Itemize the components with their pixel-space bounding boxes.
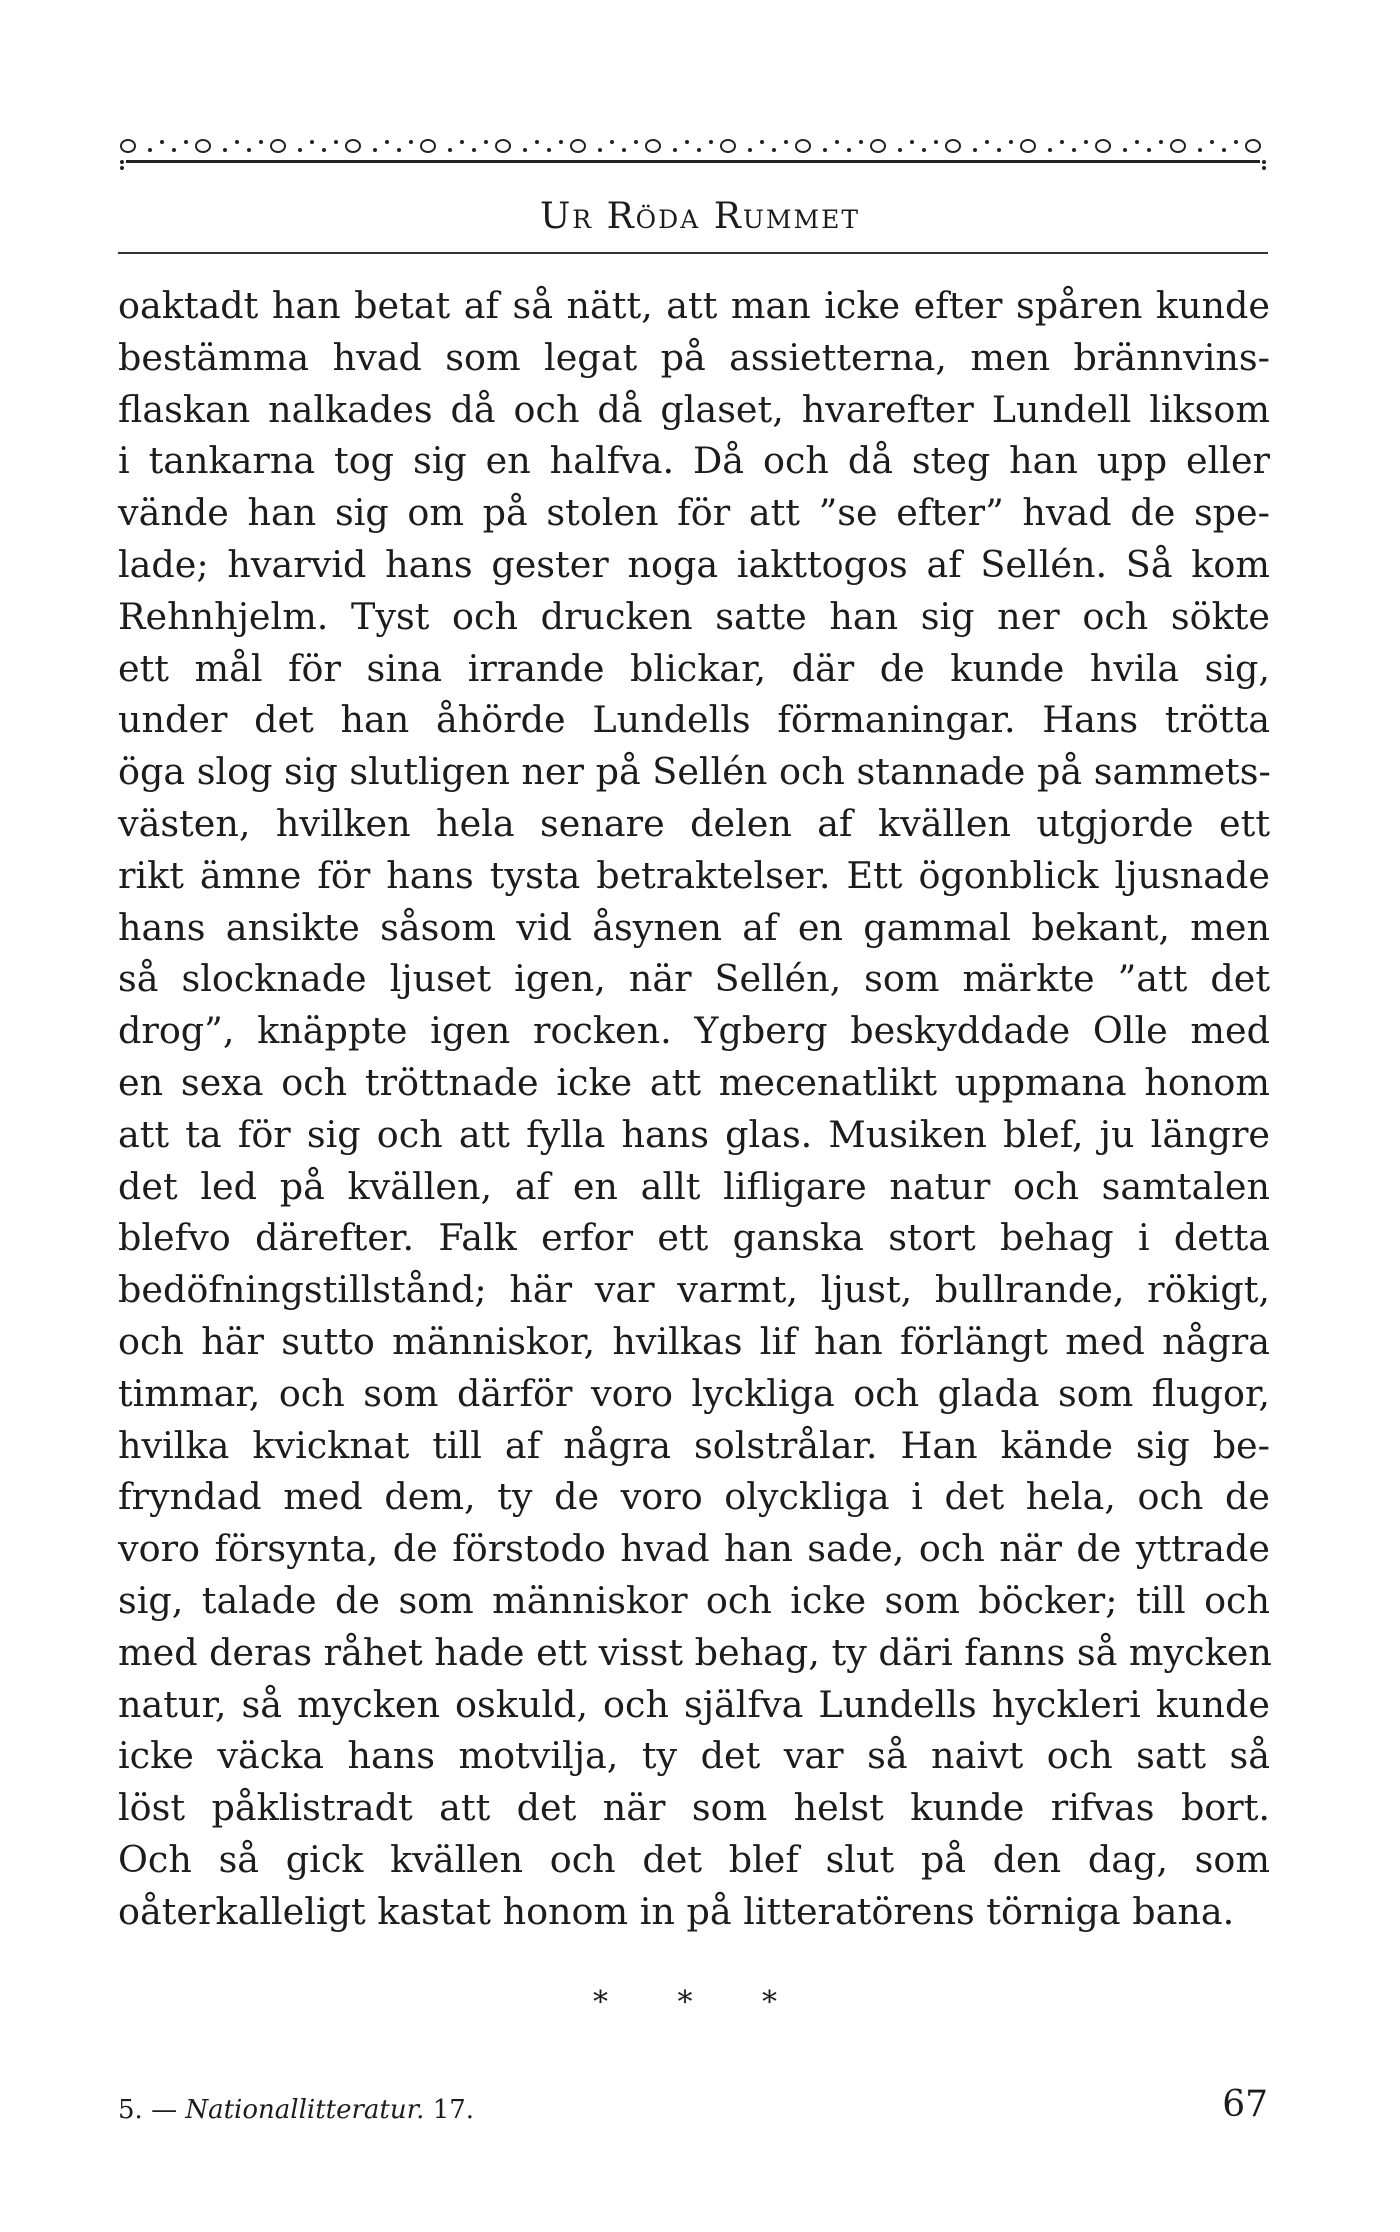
text-line: det led på kvällen, af en allt lifligare natur och samtalen	[118, 1164, 1270, 1208]
ornament-dot	[259, 140, 263, 144]
ornament-dot	[172, 148, 176, 152]
ornament-dot	[673, 148, 677, 152]
text-line: bedöfningstillstånd; här var varmt, ljust, bullrande, rökigt,	[118, 1268, 1270, 1312]
ornament-dot	[322, 148, 326, 152]
ornament-dot	[535, 140, 539, 144]
ornament-dot	[697, 148, 701, 152]
text-line: Rehnhjelm. Tyst och drucken satte han sig ner och sökte	[118, 594, 1270, 638]
ornament-dot	[598, 148, 602, 152]
ornament-dot	[448, 148, 452, 152]
ornament-dot	[748, 148, 752, 152]
ornament-dot	[685, 140, 689, 144]
ornament-dot	[1072, 148, 1076, 152]
ornament-dot	[160, 140, 164, 144]
text-line: fryndad med dem, ty de voro olyckliga i det hela, och de	[118, 1475, 1270, 1519]
ornament-dot	[934, 140, 938, 144]
ornament-ring	[1171, 140, 1185, 152]
ornament-ring	[346, 140, 360, 152]
running-head: Ur Röda Rummet	[539, 196, 861, 237]
ornament-dot	[184, 140, 188, 144]
ornament-dot	[997, 148, 1001, 152]
ornament-dot	[484, 140, 488, 144]
ornament-dot	[610, 140, 614, 144]
ornament-dot	[1198, 148, 1202, 152]
ornament-dot	[1159, 140, 1163, 144]
ornament-ring	[496, 140, 510, 152]
ornament-dot	[910, 140, 914, 144]
ornament-ring	[196, 140, 210, 152]
text-line: oaktadt han betat af så nätt, att man icke efter spåren kunde	[118, 284, 1270, 327]
ornament-dot	[1147, 148, 1151, 152]
text-line: oåterkalleligt kastat honom in på litteratörens törniga bana.	[118, 1889, 1235, 1933]
text-line: drog”, knäppte igen rocken. Ygberg beskyddade Olle med	[118, 1009, 1270, 1053]
ornament-ring	[571, 140, 585, 152]
ornament-dot	[898, 148, 902, 152]
ornament-dot	[772, 148, 776, 152]
text-line: löst påklistradt att det när som helst kunde rifvas bort.	[118, 1786, 1270, 1830]
ornament-ring	[646, 140, 660, 152]
ornament-dot	[1009, 140, 1013, 144]
ornament-dot	[334, 140, 338, 144]
ornament-ring	[121, 140, 135, 152]
ornament-dot	[409, 140, 413, 144]
text-line: i tankarna tog sig en halfva. Då och då steg han upp eller	[118, 439, 1270, 483]
ornament-dot	[847, 148, 851, 152]
ornament-dot	[559, 140, 563, 144]
section-break: * * *	[592, 1985, 808, 2020]
ornament-dot	[523, 148, 527, 152]
ornament-dot	[373, 148, 377, 152]
ornament-ring	[421, 140, 435, 152]
text-line: icke väcka hans motvilja, ty det var så naivt och satt så	[118, 1734, 1270, 1778]
ornament-ring	[796, 140, 810, 152]
text-line: blefvo därefter. Falk erfor ett ganska stort behag i detta	[118, 1216, 1270, 1260]
ornament-dot	[1048, 148, 1052, 152]
ornament-dot	[1135, 140, 1139, 144]
text-line: voro försynta, de förstodo hvad han sade, och när de yttrade	[118, 1527, 1270, 1571]
ornament-dot	[835, 140, 839, 144]
ornament-dot	[922, 148, 926, 152]
ornament-dot	[760, 140, 764, 144]
ornament-dot	[784, 140, 788, 144]
ornament-dot	[1210, 140, 1214, 144]
signature-prefix: 5. —	[118, 2095, 178, 2125]
ornament-dot	[235, 140, 239, 144]
ornament-dot	[859, 140, 863, 144]
ornament-dot	[709, 140, 713, 144]
ornament-dot	[1222, 148, 1226, 152]
text-line: natur, så mycken oskuld, och själfva Lundells hyckleri kunde	[118, 1682, 1270, 1726]
text-line: flaskan nalkades då och då glaset, hvarefter Lundell liksom	[118, 387, 1270, 431]
ornament-dot	[397, 148, 401, 152]
signature-title: Nationallitteratur.	[185, 2095, 425, 2125]
ornament-dot	[247, 148, 251, 152]
text-line: timmar, och som därför voro lyckliga och glada som flugor,	[118, 1371, 1270, 1415]
text-line: vände han sig om på stolen för att ”se efter” hvad de spe-	[118, 491, 1270, 535]
ornament-ring	[1096, 140, 1110, 152]
body-text	[118, 280, 1270, 1938]
text-line: med deras råhet hade ett visst behag, ty däri fanns så mycken	[118, 1630, 1272, 1674]
text-line: lade; hvarvid hans gester noga iakttogos af Sellén. Så kom	[118, 542, 1270, 586]
ornament-ring	[1021, 140, 1035, 152]
ornament-dot	[985, 140, 989, 144]
text-line: så slocknade ljuset igen, när Sellén, som märkte ”att det	[118, 957, 1270, 1001]
text-line: och här sutto människor, hvilkas lif han förlängt med några	[118, 1319, 1270, 1363]
text-line: sig, talade de som människor och icke som böcker; till och	[118, 1578, 1270, 1622]
ornament-dot	[460, 140, 464, 144]
text-line: rikt ämne för hans tysta betraktelser. Ett ögonblick ljusnade	[118, 853, 1270, 897]
ornament-ring	[1246, 140, 1260, 152]
ornament-ring	[271, 140, 285, 152]
ornament-dot	[385, 140, 389, 144]
ornament-dot	[823, 148, 827, 152]
ornament-dot	[310, 140, 314, 144]
ornament-dot	[1234, 140, 1238, 144]
ornament-dot	[622, 148, 626, 152]
ornament-dot	[547, 148, 551, 152]
printer-signature	[118, 2095, 474, 2125]
ornament-dot	[1123, 148, 1127, 152]
ornament-dot	[1084, 140, 1088, 144]
ornament-ring	[721, 140, 735, 152]
ornament-ring	[871, 140, 885, 152]
text-line: hvilka kvicknat till af några solstrålar. Han kände sig be-	[118, 1423, 1270, 1467]
ornament-ring	[946, 140, 960, 152]
text-line: ett mål för sina irrande blickar, där de kunde hvila sig,	[118, 646, 1270, 690]
page-footer	[118, 2075, 1268, 2125]
header-rule	[118, 252, 1268, 254]
signature-volume: 17.	[432, 2095, 475, 2125]
ornament-dot	[973, 148, 977, 152]
ornament-dot	[298, 148, 302, 152]
text-line: Och så gick kvällen och det blef slut på den dag, som	[118, 1837, 1270, 1881]
text-line: öga slog sig slutligen ner på Sellén och stannade på sammets-	[118, 750, 1271, 794]
ornamental-border	[118, 118, 1268, 172]
text-line: en sexa och tröttnade icke att mecenatlikt uppmana honom	[118, 1060, 1270, 1104]
ornament-dot	[1060, 140, 1064, 144]
page-number: 67	[1222, 2084, 1268, 2125]
ornament-dot	[148, 148, 152, 152]
text-line: bestämma hvad som legat på assietterna, men brännvins-	[118, 335, 1270, 379]
text-line: under det han åhörde Lundells förmaningar. Hans trötta	[118, 698, 1270, 742]
ornament-dot	[472, 148, 476, 152]
ornament-dot	[634, 140, 638, 144]
text-line: hans ansikte såsom vid åsynen af en gammal bekant, men	[118, 905, 1270, 949]
ornament-dot	[223, 148, 227, 152]
text-line: västen, hvilken hela senare delen af kvällen utgjorde ett	[118, 801, 1270, 845]
text-line: att ta för sig och att fylla hans glas. Musiken blef, ju längre	[118, 1112, 1270, 1156]
